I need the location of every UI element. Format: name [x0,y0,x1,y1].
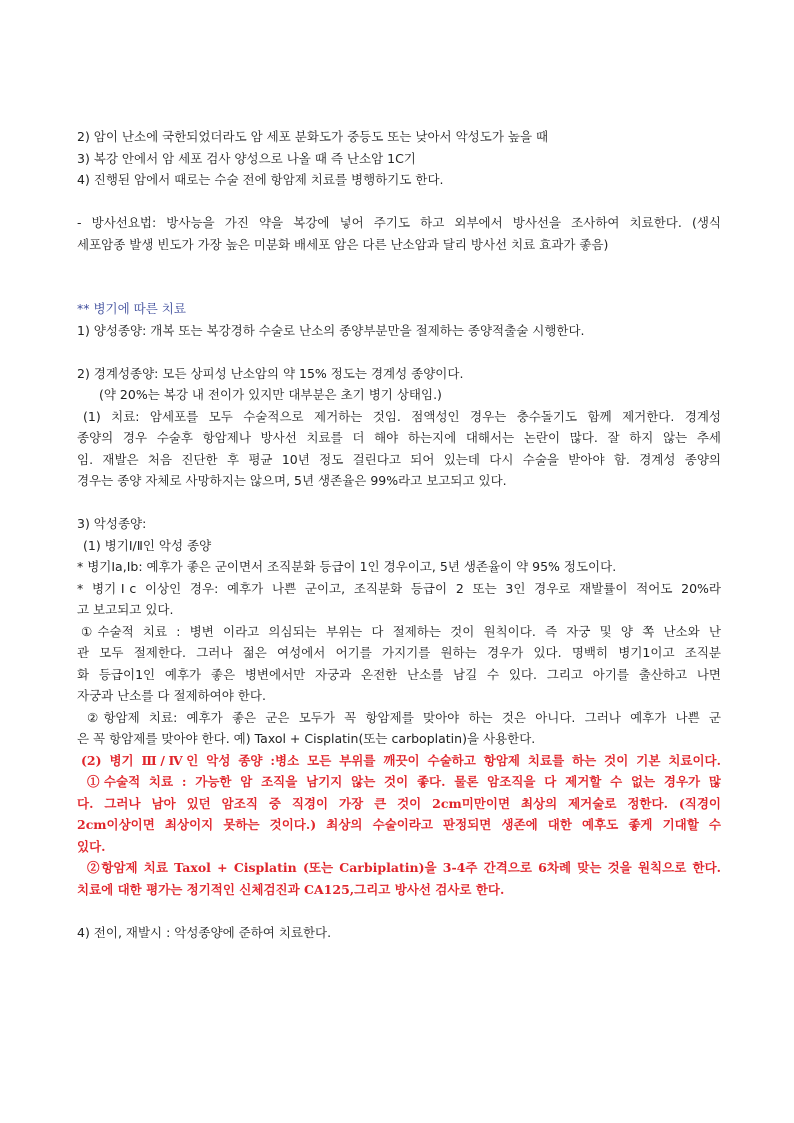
paragraph-gap [77,255,721,277]
document-body [77,126,721,943]
text-line: 3) 복강 안에서 암 세포 검사 양성으로 나올 때 즉 난소암 1C기 [77,150,416,166]
emphasis-line: ②항암제 치료 Taxol + Cisplatin (또는 Carbiplatin)을 3-4주 간격으로 6차례 맞는 것을 원칙으로 한다. [87,860,721,875]
text-line: 2) 경계성종양: 모든 상피성 난소암의 약 15% 정도는 경계성 종양이다. [77,365,464,381]
text-line: 관 모두 절제한다. 그러나 젊은 여성에서 어기를 가지기를 원하는 경우가 있다. 명백히 병기1이고 조직분 [77,645,721,660]
text-line: ②항암제 치료: 예후가 좋은 군은 모두가 꼭 항암제를 맞아야 하는 것은 아니다. 그러나 예후가 나쁜 군 [87,709,721,725]
text-line: ①수술적 치료 : 병변 이라고 의심되는 부위는 다 절제하는 것이 원칙이다. 즉 자궁 및 양 쪽 난소와 난 [81,623,721,639]
text-line: 은 꼭 항암제를 맞아야 한다. 예) Taxol + Cisplatin(또는 carboplatin)을 사용한다. [77,731,536,746]
text-line: (1) 치료: 암세포를 모두 수술적으로 제거하는 것임. 점액성인 경우는 충수돌기도 함께 제거한다. 경계성 [83,408,721,424]
text-line: 세포암종 발생 빈도가 가장 높은 미분화 배세포 암은 다른 난소암과 달리 방사선 치료 효과가 좋음) [77,236,609,252]
emphasis-line: 2cm이상이면 최상이지 못하는 것이다.) 최상의 수술이라고 판정되면 생존에 대한 예후도 좋게 기대할 수 [77,817,721,832]
text-line: * 병기Ⅰa,Ⅰb: 예후가 좋은 군이면서 조직분화 등급이 1인 경우이고, 5년 생존율이 약 95% 정도이다. [77,559,617,574]
text-line: 임. 재발은 처음 진단한 후 평균 10년 정도 걸린다고 되어 있는데 다시 수술을 받아야 함. 경계성 종양의 [77,451,721,467]
emphasis-line: 다. 그러나 남아 있던 암조직 중 직경이 가장 큰 것이 2cm미만이면 최상의 제거술로 정한다. (직경이 [77,795,721,811]
text-line: 2) 암이 난소에 국한되었더라도 암 세포 분화도가 중등도 또는 낮아서 악성도가 높을 때 [77,129,549,144]
text-line: 종양의 경우 수술후 항암제나 방사선 치료를 더 해야 하는지에 대해서는 논란이 많다. 잘 하지 않는 추세 [77,430,721,445]
text-line: * 병기Ⅰc 이상인 경우: 예후가 나쁜 군이고, 조직분화 등급이 2 또는 3인 경우로 재발률이 적어도 20%라 [77,580,721,596]
emphasis-line: 있다. [77,838,106,854]
text-line: 경우는 종양 자체로 사망하지는 않으며, 5년 생존율은 99%라고 보고되고 있다. [77,473,507,488]
section-heading: 3) 악성종양: [77,516,147,531]
emphasis-line: 치료에 대한 평가는 정기적인 신체검진과 CA125,그리고 방사선 검사로 한다. [77,881,505,897]
text-line: 4) 전이, 재발시 : 악성종양에 준하여 치료한다. [77,924,332,940]
paragraph-gap [77,900,721,922]
text-line: (약 20%는 복강 내 전이가 있지만 대부분은 초기 병기 상태임.) [99,387,442,402]
text-line: 4) 진행된 암에서 때로는 수술 전에 항암제 치료를 병행하기도 한다. [77,172,444,187]
text-line: 고 보고되고 있다. [77,602,174,617]
paragraph-gap [77,277,721,299]
emphasis-line: ①수술적 치료 : 가능한 암 조직을 남기지 않는 것이 좋다. 물론 암조직을 다 제거할 수 없는 경우가 많 [87,774,721,789]
paragraph-gap [77,191,721,213]
subsection-heading: (1) 병기Ⅰ/Ⅱ인 악성 종양 [83,537,212,553]
paragraph-gap [77,341,721,363]
text-line: - 방사선요법: 방사능을 가진 약을 복강에 넣어 주기도 하고 외부에서 방사선을 조사하여 치료한다. (생식 [77,215,721,230]
emphasis-line: (2) 병기 Ⅲ/Ⅳ인 악성 종양 :병소 모든 부위를 깨끗이 수술하고 항암제 치료를 하는 것이 기본 치료이다. [81,752,721,768]
text-line: 화 등급이1인 예후가 좋은 병변에서만 자궁과 온전한 난소를 남길 수 있다. 그리고 아기를 출산하고 나면 [77,666,721,682]
text-line: 자궁과 난소를 다 절제하여야 한다. [77,688,266,703]
section-heading: ** 병기에 따른 치료 [77,301,186,316]
text-line: 1) 양성종양: 개복 또는 복강경하 수술로 난소의 종양부분만을 절제하는 종양적출술 시행한다. [77,322,585,338]
paragraph-gap [77,492,721,514]
